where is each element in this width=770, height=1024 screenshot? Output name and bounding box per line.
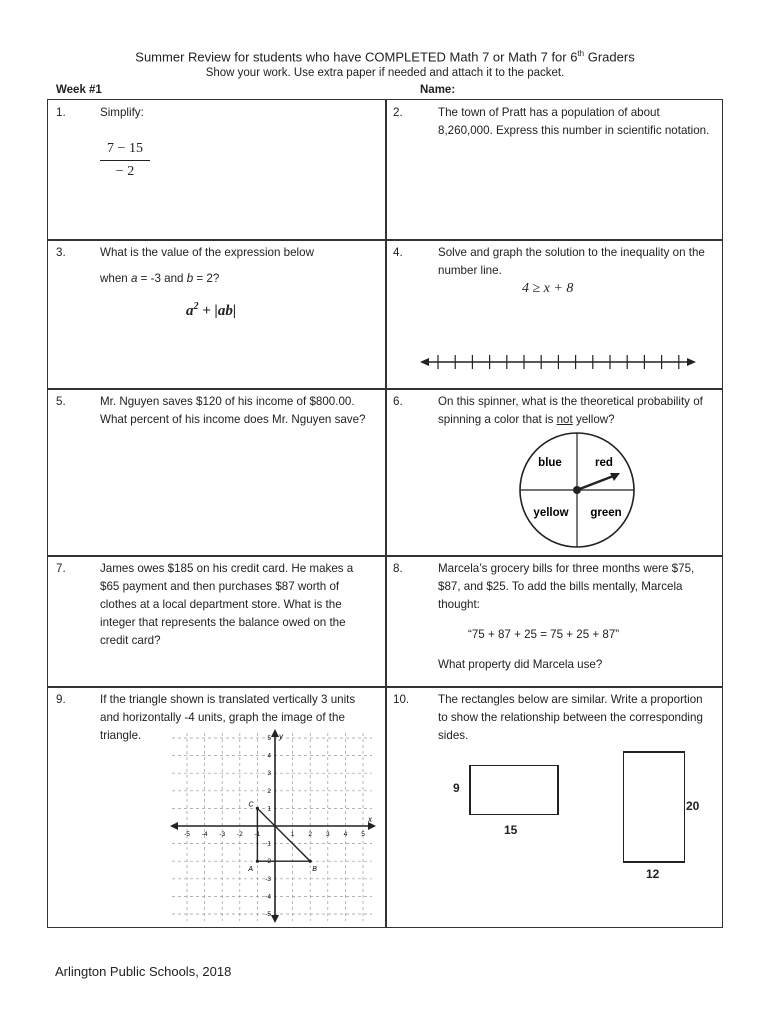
problem-text: Marcela’s grocery bills for three months were $75, $87, and $25. To add the bills mentally, Marcela thought: “75 + 87 + 25 = 75 + 25 + 87” What property did Marcela use? — [438, 560, 710, 674]
inequality: 4 ≥ x + 8 — [522, 281, 574, 296]
problem-number: 10. — [393, 693, 410, 706]
problem-number: 4. — [393, 246, 403, 259]
problem-text: What is the value of the expression below when a = -3 and b = 2? $a^2 + |ab|$ — [100, 244, 375, 320]
problem-text: If the triangle shown is translated vertically 3 units and horizontally -4 units, graph the image of the triangle. — [100, 693, 356, 742]
problem-number: 6. — [393, 395, 403, 408]
y-tick-label: -1 — [265, 840, 271, 848]
problem-number: 1. — [56, 106, 66, 119]
x-tick-label: -1 — [254, 831, 261, 838]
page-title: Summer Review for students who have COMPLETED Math 7 or Math 7 for 6th Graders — [135, 49, 635, 65]
spinner-center — [573, 486, 581, 494]
instructions: Show your work. Use extra paper if needed and attach it to the packet. — [205, 67, 565, 79]
vertex-label: A — [248, 866, 254, 874]
y-tick-label: 3 — [267, 770, 271, 778]
spinner-blue: blue — [538, 457, 562, 469]
problem-number: 9. — [56, 693, 66, 706]
problem-number: 7. — [56, 562, 66, 575]
name-label: Name: — [420, 84, 456, 96]
denominator: − 2 — [115, 164, 135, 179]
problem-number: 8. — [393, 562, 403, 575]
problem-text: Solve and graph the solution to the inequality on the number line. 4 ≥ x + 8 — [438, 244, 710, 298]
y-tick-label: -5 — [265, 911, 271, 918]
x-tick-label: 1 — [290, 831, 295, 838]
small-height-label: 9 — [453, 781, 460, 795]
problem-6 — [48, 389, 724, 555]
large-rectangle — [623, 751, 685, 863]
expression: $a^2 + |ab|$ — [186, 301, 237, 319]
small-width-label: 15 — [504, 823, 518, 837]
x-axis-label: x — [368, 815, 372, 824]
quote: “75 + 87 + 25 = 75 + 25 + 87” — [468, 628, 620, 641]
y-tick-label: -2 — [265, 858, 271, 866]
small-rectangle — [469, 765, 559, 815]
y-tick-label: 4 — [267, 752, 271, 760]
problem-number: 2. — [393, 106, 403, 119]
vertex-label: B — [312, 866, 317, 874]
problem-text: Simplify: — [100, 106, 144, 119]
problem-10 — [48, 687, 724, 927]
week-label: Week #1 — [56, 84, 102, 96]
y-tick-label: 1 — [267, 805, 271, 813]
x-tick-label: 2 — [308, 831, 313, 838]
footer: Arlington Public Schools, 2018 — [55, 964, 232, 979]
problem-text: The town of Pratt has a population of about 8,260,000. Express this number in scientific notation. — [438, 106, 710, 137]
y-tick-label: -4 — [265, 893, 271, 901]
problem-4 — [48, 240, 724, 388]
numerator: 7 − 15 — [107, 141, 143, 156]
spinner — [518, 431, 638, 551]
x-tick-label: 5 — [361, 831, 365, 838]
x-tick-label: -3 — [219, 831, 226, 838]
x-tick-label: -5 — [184, 831, 190, 838]
x-tick-label: -2 — [236, 831, 243, 838]
problem-2 — [48, 100, 724, 239]
large-height-label: 20 — [686, 799, 700, 813]
spinner-red: red — [595, 457, 613, 469]
y-tick-label: -3 — [265, 875, 271, 883]
x-tick-label: -4 — [201, 831, 208, 838]
problem-number: 5. — [56, 395, 66, 408]
spinner-green: green — [590, 507, 622, 519]
problem-grid — [47, 99, 723, 928]
problem-8 — [48, 556, 724, 686]
large-width-label: 12 — [646, 867, 660, 881]
number-line[interactable] — [420, 350, 700, 374]
spinner-yellow: yellow — [533, 507, 569, 519]
y-tick-label: 2 — [267, 787, 271, 795]
problem-text: James owes $185 on his credit card. He makes a $65 payment and then purchases $87 worth of clothes at a local department store. What is the integer that represents the balance owed on the credit card? — [100, 562, 354, 647]
x-tick-label: 3 — [325, 831, 330, 838]
question: What property did Marcela use? — [438, 658, 603, 671]
y-tick-label: 5 — [267, 735, 271, 742]
problem-number: 3. — [56, 246, 66, 259]
problem-text: On this spinner, what is the theoretical probability of spinning a color that is not yellow? — [438, 395, 703, 426]
y-axis-label: y — [279, 732, 283, 741]
problem-text: The rectangles below are similar. Write a proportion to show the relationship between the corresponding sides. — [438, 693, 703, 742]
vertex-label: C — [248, 801, 254, 809]
x-tick-label: 4 — [343, 831, 348, 838]
problem-text: Mr. Nguyen saves $120 of his income of $800.00. What percent of his income does Mr. Nguyen save? — [100, 395, 366, 426]
